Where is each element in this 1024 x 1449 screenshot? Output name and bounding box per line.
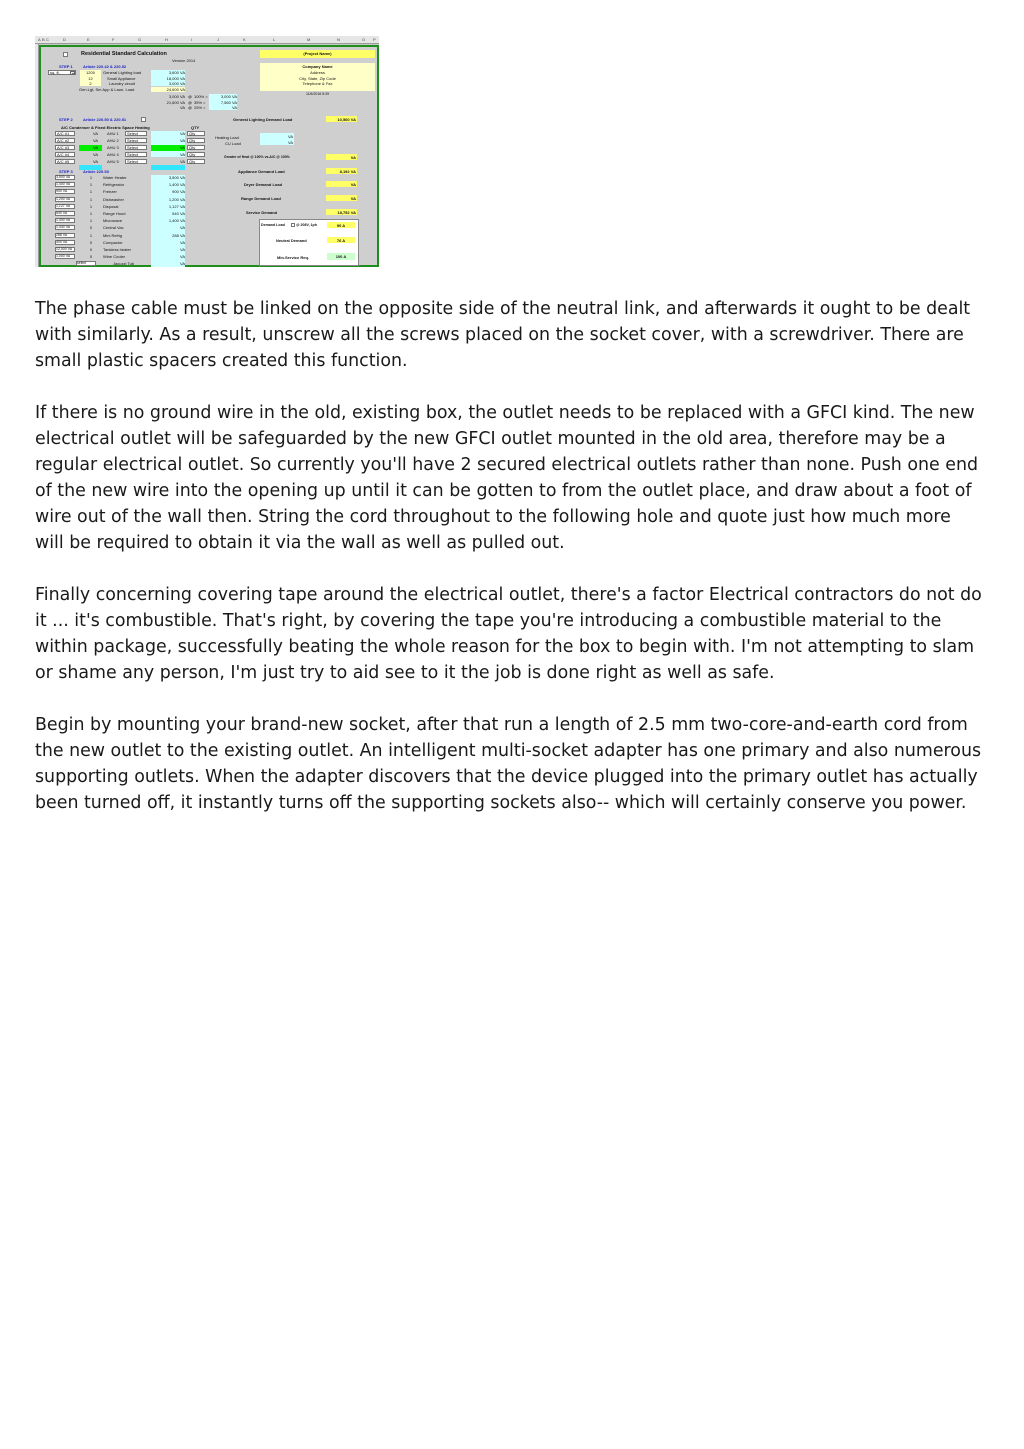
heating-load-value: VA (287, 134, 293, 139)
demand-load-note: @ 208V, 1ph (296, 223, 317, 227)
appliance-name: Range Hood (103, 211, 126, 216)
step3-label: STEP 3 (59, 169, 73, 174)
appliance-qty[interactable]: 1 (89, 203, 93, 209)
appliance-select-value: 400 VA (56, 239, 68, 244)
demand-row-at: @ (188, 94, 193, 99)
appliance-demand-label: Appliance Demand Load (238, 169, 285, 174)
demand-load-value: 90 A (336, 223, 346, 228)
appliance-value: VA (179, 247, 185, 252)
column-header: M (307, 37, 311, 42)
appliance-name: Compactor (103, 239, 123, 245)
service-demand-value: 18,752 VA (337, 210, 356, 215)
column-header: O (362, 37, 366, 42)
demand-row-value: 21,600 VA (166, 99, 185, 105)
step1-article: Article 220.42 & 220.52 (83, 64, 127, 69)
neutral-demand-value: 76 A (336, 238, 346, 243)
ahu-va: VA (179, 131, 185, 136)
demand-row-at: @ (188, 105, 193, 110)
min-service-value: 100 A (335, 254, 347, 259)
step2-highlight-green (79, 145, 102, 151)
cu-load-label: CU Load (225, 141, 241, 146)
appliance-name: Mini Refrig (103, 232, 123, 238)
range-demand-value: VA (350, 196, 356, 201)
column-header: G (138, 37, 142, 42)
appliance-value: 1,400 VA (168, 218, 185, 224)
column-header: L (273, 37, 276, 42)
article-body (35, 296, 985, 842)
appliance-value: 3,500 VA (168, 175, 185, 180)
column-header: N (337, 37, 340, 42)
range-demand-label: Range Demand Load (241, 196, 281, 201)
project-name[interactable]: (Project Name) (303, 51, 332, 56)
ac-va: VA (93, 145, 99, 150)
demand-row-result: VA (231, 105, 237, 110)
ac-va: VA (93, 152, 99, 157)
demand-row-result: 3,000 VA (220, 94, 237, 99)
calculation-frame (39, 45, 379, 267)
ac-label: A/C #5 (57, 159, 70, 164)
ahu-label: AHU 2 (107, 138, 119, 143)
ahu-label: AHU 3 (107, 145, 119, 150)
column-header: D (63, 37, 66, 42)
step2-subheading: A/C Condenser & Fixed Electric Space Heating (61, 125, 150, 130)
ahu-label: AHU 5 (107, 159, 119, 164)
step2-highlight-cyan-2 (151, 165, 185, 170)
appliance-select-value: 288 VA (56, 232, 68, 237)
step3-article: Article 220.53 (83, 169, 109, 174)
appliance-qty[interactable]: 1 (89, 232, 93, 238)
general-lighting-label: General Lighting Demand Load (233, 117, 293, 122)
appliance-qty[interactable]: 0 (89, 239, 93, 245)
appliance-name: Refrigerator (103, 182, 125, 188)
qty-select-value: Qty (189, 138, 196, 143)
appliance-select-value: 1,200 VA (56, 196, 71, 201)
timestamp: 11/6/2016 8:39 (305, 92, 330, 96)
appliance-value: VA (179, 261, 185, 267)
demand-row-pct: 35% = (194, 99, 206, 105)
appliance-select-value: 1,400 VA (56, 218, 71, 223)
ac-label: A/C #1 (57, 131, 70, 136)
voltage-checkbox[interactable] (291, 223, 295, 227)
column-header: I (191, 37, 193, 42)
ac-label: A/C #3 (57, 145, 70, 150)
appliance-value: 288 VA (172, 232, 185, 238)
step1-qty[interactable]: 1200 (86, 70, 95, 75)
appliance-name: Central Vac (103, 225, 124, 231)
appliance-value: 1,400 VA (168, 182, 185, 188)
logo-checkbox[interactable] (63, 52, 68, 57)
step1-total-label: Gen.Lgt, Sm App & Laun. Load (79, 87, 135, 92)
dryer-demand-label: Dryer Demand Load (244, 182, 283, 187)
appliance-name: Freezer (103, 189, 117, 195)
appliance-qty[interactable]: 0 (89, 225, 93, 231)
ahu-select-value: Select (127, 138, 139, 143)
demand-row-value: VA (179, 105, 185, 110)
ahu-va: VA (179, 145, 185, 150)
neutral-demand-label: Neutral Demand (276, 238, 307, 243)
demand-row-at: @ (188, 99, 193, 105)
ahu-select-value: Select (127, 152, 139, 157)
cu-load-value: VA (287, 140, 293, 145)
dryer-demand-value: VA (350, 182, 356, 187)
qty-select-value: Qty (189, 152, 196, 157)
ahu-va: VA (179, 159, 185, 164)
column-header: A (38, 37, 41, 42)
ahu-label: AHU 1 (107, 131, 119, 136)
qty-select-value: Qty (189, 131, 196, 136)
appliance-select-value: 1,127 VA (56, 203, 71, 208)
demand-load-label: Demand Load (261, 223, 285, 227)
unit-select-value: sq. ft. (50, 70, 60, 75)
step2-article: Article 220.50 & 220.51 (83, 117, 127, 122)
ahu-select-value: Select (127, 145, 139, 150)
sheet-version: Version 2014 (172, 58, 196, 63)
step1-value: 3,600 VA (168, 70, 185, 75)
appliance-qty[interactable]: 1 (89, 175, 93, 180)
ac-label: A/C #4 (57, 152, 70, 157)
sheet-title: Residential Standard Calculation (81, 51, 167, 57)
general-lighting-value: 10,560 VA (337, 117, 356, 122)
step1-total-value: 24,600 VA (166, 87, 185, 92)
appliance-qty[interactable]: 1 (89, 196, 93, 202)
step1-value: 3,000 VA (168, 81, 185, 86)
demand-row-pct: 25% = (194, 105, 206, 110)
appliance-qty[interactable]: 0 (89, 247, 93, 252)
ac-va: VA (93, 159, 99, 164)
step1-desc: General Lighting load (103, 70, 142, 75)
column-header-bar (35, 36, 379, 44)
company-phone[interactable]: Telephone & Fax (302, 81, 333, 86)
ahu-va: VA (179, 152, 185, 157)
step1-label: STEP 1 (59, 64, 73, 69)
appliance-qty[interactable]: 1 (89, 182, 93, 188)
appliance-value: VA (179, 225, 185, 231)
appliance-value: 1,200 VA (168, 196, 185, 202)
appliance-select-value: 900 VA (56, 189, 68, 194)
ahu-select-value: Select (127, 131, 139, 136)
column-header: F (112, 37, 115, 42)
paragraph: Finally concerning covering tape around the electrical outlet, there's a factor Electrical contractors do not do it ... it's combustible. That's right, by covering the tape you're introducing a combustible material to the within package, successfully beating the whole reason for the box to begin with. I'm not attempting to slam or shame any person, I'm just try to aid see to it the job is done right as well as safe. (35, 585, 982, 683)
appliance-qty[interactable]: 1 (89, 211, 93, 216)
appliance-qty[interactable]: 0 (89, 254, 93, 260)
step1-qty[interactable]: 2 (89, 81, 92, 86)
column-header: E (87, 37, 90, 42)
appliance-name: Water Heater (103, 175, 127, 180)
min-service-label: Min.Service Req. (277, 255, 310, 260)
appliance-select-value: 12,000 VA (56, 247, 73, 251)
qty-select-value: Qty (189, 145, 196, 150)
service-demand-label: Service Demand (246, 210, 278, 215)
demand-row-result: 7,560 VA (220, 99, 237, 105)
appliance-name: Wine Cooler (103, 254, 126, 260)
appliance-qty[interactable]: 1 (89, 189, 93, 195)
ahu-va: VA (179, 138, 185, 143)
spreadsheet-screenshot (35, 36, 379, 267)
appliance-select-value: 1,440 VA (56, 225, 71, 230)
appliance-name: Disposal (103, 203, 119, 209)
step2-checkbox[interactable] (141, 117, 146, 122)
step2-qty-header: QTY (191, 125, 200, 130)
heating-load-label: Heating Load (215, 135, 239, 140)
step1-desc: Small Appliance (107, 75, 136, 81)
step1-desc: Laundry circuit (109, 81, 136, 86)
column-header: H (165, 37, 168, 42)
ahu-label: AHU 4 (107, 152, 119, 157)
paragraph: If there is no ground wire in the old, existing box, the outlet needs to be replaced with a GFCI kind. The new electrical outlet will be safeguarded by the new GFCI outlet mounted in the old area, therefore may be a regular electrical outlet. So currently you'll have 2 secured electrical outlets rather than none. Push one end of the new wire into the opening up until it can be gotten to from the outlet place, and draw about a foot of wire out of the wall then. String the cord throughout to the following hole and quote just how much more will be required to obtain it via the wall as well as pulled out. (35, 403, 978, 553)
ahu-select-value: Select (127, 159, 139, 164)
appliance-demand-value: 8,192 VA (339, 169, 356, 174)
column-header: C (46, 37, 49, 42)
step1-qty[interactable]: 12 (88, 75, 93, 81)
step1-value: 18,000 VA (166, 75, 185, 81)
greater-of-value: VA (350, 155, 356, 160)
appliance-select-value: 1,400 VA (56, 182, 71, 187)
step2-label: STEP 2 (59, 117, 73, 122)
paragraph: Begin by mounting your brand-new socket, after that run a length of 2.5 mm two-core-and-earth cord from the new outlet to the existing outlet. An intelligent multi-socket adapter has one primary and also numerous supporting outlets. When the adapter discovers that the device plugged into the primary outlet has actually been turned off, it instantly turns off the supporting sockets also-- which will certainly conserve you power. (35, 715, 982, 813)
demand-row-value: 3,000 VA (168, 94, 185, 99)
appliance-name: Dishwasher (103, 196, 124, 202)
column-header: P (373, 37, 376, 42)
appliance-value: 900 VA (172, 189, 185, 195)
paragraph: The phase cable must be linked on the opposite side of the neutral link, and afterwards it ought to be dealt with similarly. As a result, unscrew all the screws placed on the socket cover, with a screwdriver. There are small plastic spacers created this function. (35, 299, 971, 371)
demand-row-pct: 100% = (194, 94, 208, 99)
unit-dropdown-icon[interactable] (70, 71, 75, 75)
company-city[interactable]: City, State, Zip Code (299, 75, 336, 81)
appliance-name: Tankless heater (103, 247, 132, 252)
qty-select-value: Qty (189, 159, 196, 164)
appliance-select-value: 540 VA (56, 211, 68, 215)
appliance-select-value: 3,500 VA (56, 175, 71, 179)
appliance-value: 1,127 VA (168, 203, 185, 209)
column-header: K (243, 37, 246, 42)
company-address[interactable]: Address (310, 70, 325, 75)
column-header: B (42, 37, 45, 42)
greater-of-label: Greater of Heat @ 100% vs.A/C @ 100% (224, 155, 290, 159)
company-name[interactable]: Company Name (302, 64, 333, 69)
appliance-qty[interactable]: 1 (89, 218, 93, 224)
appliance-value: VA (179, 254, 185, 260)
appliance-name: Microwave (103, 218, 123, 224)
ac-va: VA (93, 131, 99, 136)
appliance-name: Jacuzzi Tub (113, 261, 135, 267)
appliance-value: VA (179, 239, 185, 245)
column-header: J (217, 37, 219, 42)
appliance-select-value: select (77, 261, 87, 266)
ac-va: VA (93, 138, 99, 143)
appliance-value: 540 VA (172, 211, 185, 216)
appliance-select-value: 1,000 VA (56, 254, 71, 259)
ac-label: A/C #2 (57, 138, 70, 143)
